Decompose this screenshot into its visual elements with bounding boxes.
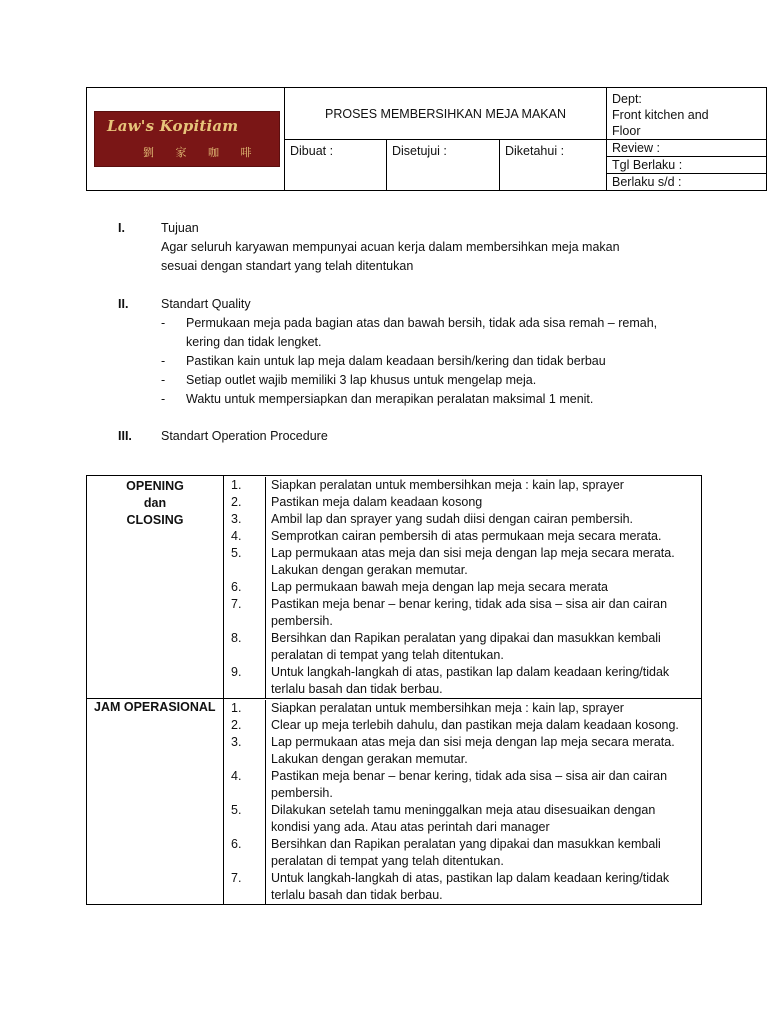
step-number: 8. xyxy=(231,631,242,645)
step-text xyxy=(265,511,701,528)
step-text-line: Lap permukaan bawah meja dengan lap meja secara merata xyxy=(271,580,609,594)
step-text xyxy=(265,870,701,904)
logo-name: Law's Kopitiam xyxy=(107,117,239,135)
step-text-line: Lakukan dengan gerakan memutar. xyxy=(271,563,468,577)
step-number: 2. xyxy=(231,495,242,509)
procedure-step xyxy=(224,630,701,664)
step-number: 4. xyxy=(231,529,242,543)
logo-cell xyxy=(87,88,285,191)
step-text-line: kondisi yang ada. Atau atas perintah dari manager xyxy=(271,820,550,834)
step-text-line: Bersihkan dan Rapikan peralatan yang dipakai dan masukkan kembali xyxy=(271,837,661,851)
step-text-line: Pastikan meja benar – benar kering, tidak ada sisa – sisa air dan cairan xyxy=(271,597,668,611)
step-text xyxy=(265,802,701,836)
bullet-text: Waktu untuk mempersiapkan dan merapikan peralatan maksimal 1 menit. xyxy=(186,392,594,406)
step-text-line: Ambil lap dan sprayer yang sudah diisi dengan cairan pembersih. xyxy=(271,512,634,526)
procedure-step xyxy=(224,528,701,545)
document-title: PROSES MEMBERSIHKAN MEJA MAKAN xyxy=(285,88,607,140)
step-number: 6. xyxy=(231,837,242,851)
jam-operasional-label: JAM OPERASIONAL xyxy=(87,699,224,905)
step-text xyxy=(265,768,701,802)
step-text-line: Pastikan meja benar – benar kering, tidak ada sisa – sisa air dan cairan xyxy=(271,769,668,783)
section-text-line: sesuai dengan standart yang telah ditentukan xyxy=(161,259,414,273)
procedure-step xyxy=(224,734,701,768)
procedure-step xyxy=(224,664,701,698)
step-text xyxy=(265,630,701,664)
opening-closing-label xyxy=(87,476,224,699)
procedure-step xyxy=(224,579,701,596)
step-number: 7. xyxy=(231,597,242,611)
step-text xyxy=(265,836,701,870)
section-number: II. xyxy=(118,297,129,311)
step-number: 4. xyxy=(231,769,242,783)
step-text xyxy=(265,596,701,630)
step-number: 1. xyxy=(231,701,242,715)
step-text-line: Siapkan peralatan untuk membersihkan meja : kain lap, sprayer xyxy=(271,701,624,715)
step-text-line: Bersihkan dan Rapikan peralatan yang dipakai dan masukkan kembali xyxy=(271,631,661,645)
document-header-table xyxy=(86,87,767,191)
dibuat-cell: Dibuat : xyxy=(285,140,387,191)
step-text-line: Untuk langkah-langkah di atas, pastikan lap dalam keadaan kering/tidak xyxy=(271,665,670,679)
step-number: 5. xyxy=(231,546,242,560)
step-text xyxy=(265,477,701,494)
procedure-step xyxy=(224,768,701,802)
step-text-line: Untuk langkah-langkah di atas, pastikan lap dalam keadaan kering/tidak xyxy=(271,871,670,885)
procedure-table xyxy=(86,475,702,905)
opening-steps xyxy=(224,476,702,699)
step-text-line: peralatan di tempat yang telah ditentukan. xyxy=(271,854,504,868)
logo-chinese-text: 劉 家 咖 啡 xyxy=(143,146,261,159)
review-cell: Review : xyxy=(607,140,767,157)
step-text-line: Dilakukan setelah tamu meninggalkan meja atau disesuaikan dengan xyxy=(271,803,656,817)
section-number: I. xyxy=(118,221,125,235)
procedure-step xyxy=(224,836,701,870)
bullet-dash: - xyxy=(161,392,166,406)
step-number: 6. xyxy=(231,580,242,594)
procedure-step xyxy=(224,494,701,511)
bullet-dash: - xyxy=(161,316,166,330)
label-line: CLOSING xyxy=(126,513,184,527)
label-line: OPENING xyxy=(126,479,184,493)
bullet-text: kering dan tidak lengket. xyxy=(186,335,322,349)
step-text xyxy=(265,664,701,698)
procedure-step xyxy=(224,596,701,630)
step-number: 2. xyxy=(231,718,242,732)
bullet-text: Setiap outlet wajib memiliki 3 lap khusus untuk mengelap meja. xyxy=(186,373,537,387)
procedure-step xyxy=(224,700,701,717)
step-text-line: Semprotkan cairan pembersih di atas permukaan meja secara merata. xyxy=(271,529,662,543)
step-text xyxy=(265,545,701,579)
step-number: 3. xyxy=(231,735,242,749)
label-line: dan xyxy=(143,496,167,510)
dept-cell: Dept: Front kitchen and Floor xyxy=(607,88,767,140)
bullet-dash: - xyxy=(161,354,166,368)
step-text-line: terlalu basah dan tidak berbau. xyxy=(271,888,443,902)
step-number: 9. xyxy=(231,665,242,679)
step-text xyxy=(265,700,701,717)
step-number: 5. xyxy=(231,803,242,817)
procedure-step xyxy=(224,511,701,528)
bullet-text: Pastikan kain untuk lap meja dalam keadaan bersih/kering dan tidak berbau xyxy=(186,354,606,368)
step-text-line: pembersih. xyxy=(271,614,333,628)
bullet-text: Permukaan meja pada bagian atas dan bawah bersih, tidak ada sisa remah – remah, xyxy=(186,316,658,330)
step-text-line: Siapkan peralatan untuk membersihkan meja : kain lap, sprayer xyxy=(271,478,624,492)
company-logo xyxy=(94,111,280,167)
section-heading: Tujuan xyxy=(161,221,199,235)
step-text-line: Lap permukaan atas meja dan sisi meja dengan lap meja secara merata. xyxy=(271,735,675,749)
step-text-line: pembersih. xyxy=(271,786,333,800)
step-text xyxy=(265,494,701,511)
section-number: III. xyxy=(118,429,132,443)
section-heading: Standart Operation Procedure xyxy=(161,429,328,443)
section-heading: Standart Quality xyxy=(161,297,251,311)
step-text xyxy=(265,528,701,545)
step-text xyxy=(265,579,701,596)
procedure-step xyxy=(224,545,701,579)
step-text-line: Lakukan dengan gerakan memutar. xyxy=(271,752,468,766)
step-text-line: Lap permukaan atas meja dan sisi meja dengan lap meja secara merata. xyxy=(271,546,675,560)
procedure-step xyxy=(224,870,701,904)
tgl-berlaku-cell: Tgl Berlaku : xyxy=(607,157,767,174)
step-number: 7. xyxy=(231,871,242,885)
step-text-line: Pastikan meja dalam keadaan kosong xyxy=(271,495,483,509)
step-text xyxy=(265,734,701,768)
section-text-line: Agar seluruh karyawan mempunyai acuan kerja dalam membersihkan meja makan xyxy=(161,240,620,254)
step-number: 3. xyxy=(231,512,242,526)
procedure-step xyxy=(224,717,701,734)
procedure-step xyxy=(224,802,701,836)
step-text-line: Clear up meja terlebih dahulu, dan pastikan meja dalam keadaan kosong. xyxy=(271,718,679,732)
jam-operasional-steps xyxy=(224,699,702,905)
step-number: 1. xyxy=(231,478,242,492)
diketahui-cell: Diketahui : xyxy=(500,140,607,191)
berlaku-sd-cell: Berlaku s/d : xyxy=(607,174,767,191)
step-text-line: peralatan di tempat yang telah ditentukan. xyxy=(271,648,504,662)
bullet-dash: - xyxy=(161,373,166,387)
step-text xyxy=(265,717,701,734)
step-text-line: terlalu basah dan tidak berbau. xyxy=(271,682,443,696)
disetujui-cell: Disetujui : xyxy=(387,140,500,191)
procedure-step xyxy=(224,477,701,494)
